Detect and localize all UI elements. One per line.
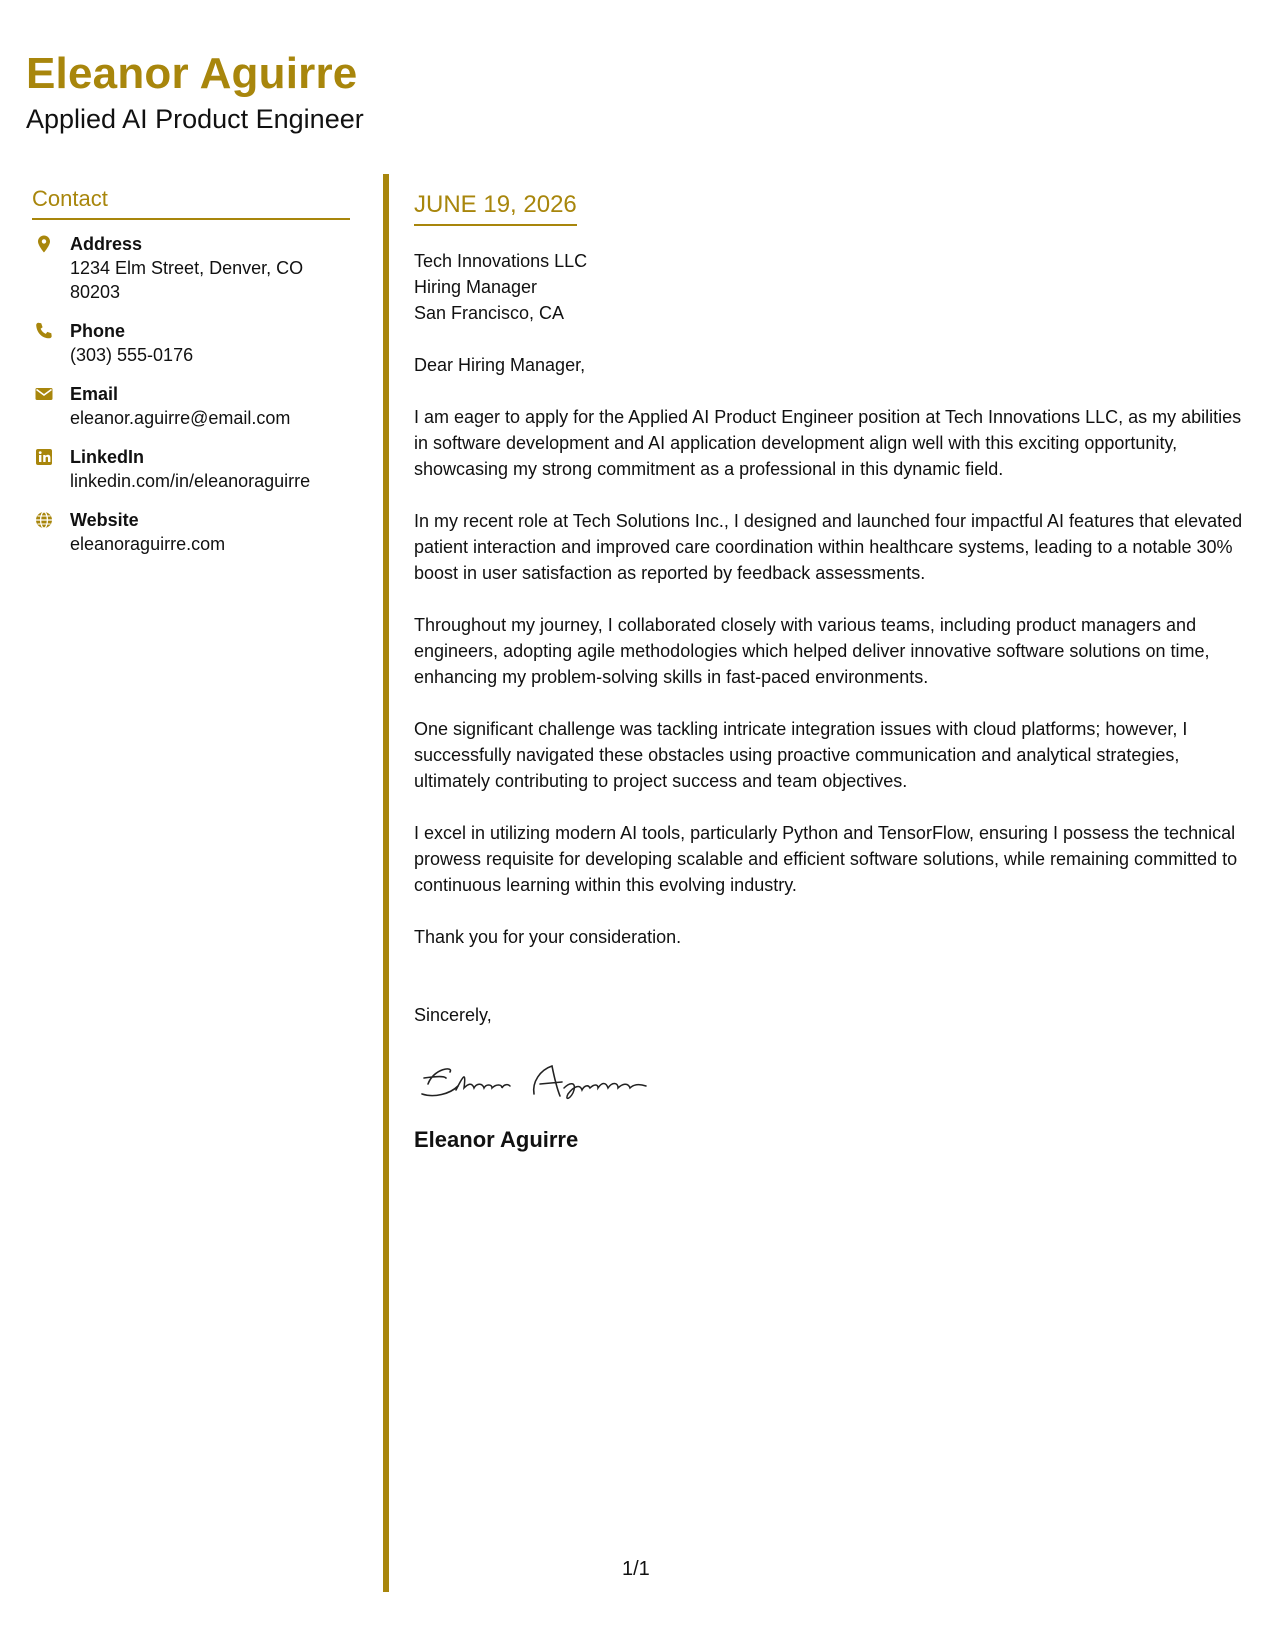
applicant-name: Eleanor Aguirre [26,49,358,98]
contact-item-website [32,508,350,556]
letter-body [414,190,1250,1154]
letter-header [26,46,364,136]
closing-line: Thank you for your consideration. [414,927,682,947]
website-value[interactable]: eleanoraguirre.com [70,534,226,554]
email-value[interactable]: eleanor.aguirre@email.com [70,408,291,428]
body-paragraph: In my recent role at Tech Solutions Inc., I designed and launched four impactful AI features that elevated patient interaction and improved care coordination within healthcare systems, leading to a notable 30% boost in user satisfaction as reported by feedback assessments. [414,511,1243,583]
contact-heading: Contact [32,186,350,220]
body-paragraph: I excel in utilizing modern AI tools, particularly Python and TensorFlow, ensuring I possess the technical prowess requisite for developing scalable and efficient software solutions, while remaining committed to continuous learning within this evolving industry. [414,823,1238,895]
address-value: 1234 Elm Street, Denver, CO 80203 [70,258,304,302]
linkedin-value[interactable]: linkedin.com/in/eleanoraguirre [70,471,311,491]
vertical-divider [383,174,389,1592]
phone-icon [34,321,54,341]
body-paragraph: Throughout my journey, I collaborated closely with various teams, including product managers and engineers, adopting agile methodologies which helped deliver innovative software solutions on time, enhancing my problem-solving skills in fast-paced environments. [414,615,1210,687]
recipient-block [414,248,1250,326]
page-number: 1/1 [622,1558,650,1580]
recipient-role: Hiring Manager [414,277,538,297]
contact-label: Phone [70,321,126,341]
recipient-company: Tech Innovations LLC [414,251,588,271]
body-paragraph: One significant challenge was tackling intricate integration issues with cloud platforms; however, I successfully navigated these obstacles using proactive communication and analytical strategies, ultimately contributing to project success and team objectives. [414,719,1188,791]
signed-name: Eleanor Aguirre [414,1127,579,1152]
applicant-title: Applied AI Product Engineer [26,104,364,134]
phone-value: (303) 555-0176 [70,345,194,365]
recipient-location: San Francisco, CA [414,303,565,323]
map-pin-icon [34,234,54,254]
contact-item-linkedin [32,445,350,493]
contact-label: Address [70,234,143,254]
contact-label: Email [70,384,119,404]
envelope-icon [34,384,54,404]
contact-item-address [32,232,350,304]
contact-label: Website [70,510,139,530]
contact-list [32,232,350,556]
body-paragraph: I am eager to apply for the Applied AI Product Engineer position at Tech Innovations LLC, as my abilities in software development and AI application development align well with this exciting opportunity, showcasing my strong commitment as a professional in this dynamic field. [414,407,1242,479]
contact-sidebar [32,186,350,571]
signoff: Sincerely, [414,1005,492,1025]
globe-icon [34,510,54,530]
linkedin-icon [34,447,54,467]
letter-date: JUNE 19, 2026 [414,191,577,218]
contact-item-phone [32,319,350,367]
contact-label: LinkedIn [70,447,145,467]
date-block [414,190,577,226]
contact-item-email [32,382,350,430]
handwritten-signature [414,1054,1250,1104]
greeting: Dear Hiring Manager, [414,355,586,375]
